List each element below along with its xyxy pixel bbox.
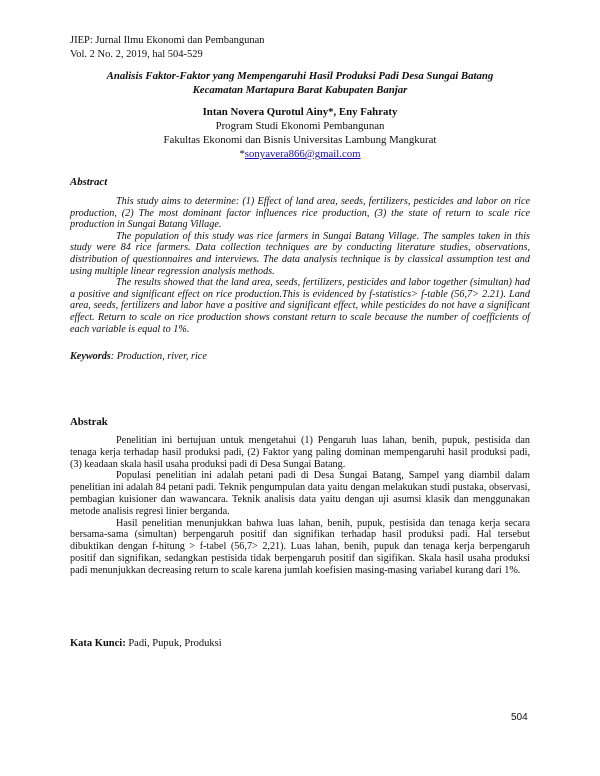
abstract-heading: Abstract <box>70 176 108 188</box>
paper-title <box>70 69 530 97</box>
author-block <box>70 105 530 161</box>
abstrak-paragraph-2: Populasi penelitian ini adalah petani padi di Desa Sungai Batang, Sampel yang diambil dalam penelitian ini adalah 84 petani padi. Teknik pengumpulan data yaitu dengan melakukan studi pustaka, observasi, pembagian kuisioner dan wawancara. Teknik analisis data yaitu dengan uji asumsi klasik dan menggunakan metode analisis regresi linier berganda. <box>70 470 530 517</box>
abstrak-paragraph-1: Penelitian ini bertujuan untuk mengetahui (1) Pengaruh luas lahan, benih, pupuk, pestisida dan tenaga kerja terhadap hasil produksi padi, (2) Faktor yang paling dominan mempengaruhi hasil produksi padi, (3) keadaan skala hasil usaha produksi padi di Desa Sungai Batang. <box>70 435 530 470</box>
abstract-english <box>70 196 530 335</box>
email-line <box>70 147 530 161</box>
email-link[interactable]: sonyavera866@gmail.com <box>244 148 361 160</box>
paper-title-line-1: Analisis Faktor-Faktor yang Mempengaruhi Hasil Produksi Padi Desa Sungai Batang <box>106 70 494 82</box>
abstrak-paragraph-3: Hasil penelitian menunjukkan bahwa luas lahan, benih, pupuk, pestisida dan tenaga kerja secara bersama-sama (simultan) berpengaruh positif dan signifikan terhadap hasil produksi padi. Hal tersebut dibuktikan dengan f-hitung > f-tabel (56,7> 2,21). Luas lahan, benih, pupuk dan tenaga kerja berpengaruh positif dan signifikan, sedangkan pestisida tidak berpengaruh positif dan sigifikan. Skala hasil usaha produksi padi menunjukkan decreasing return to scale karena jumlah koefisien masing-masing variabel kurang dari 1%. <box>70 517 530 576</box>
keywords-values: : Production, river, rice <box>110 351 207 362</box>
journal-header <box>70 34 265 62</box>
abstract-en-paragraph-1: This study aims to determine: (1) Effect of land area, seeds, fertilizers, pesticides and labor on rice production, (2) The most dominant factor influences rice production, (3) the state of return to scale rice production in Sungai Batang Village. <box>70 196 530 231</box>
page-number: 504 <box>511 712 528 723</box>
abstract-en-paragraph-3: The results showed that the land area, seeds, fertilizers, pesticides and labor together (simultan) had a positive and significant effect on rice production.This is evidenced by f-statistics> f-table (56,7> 2.21). Land area, seeds, fertilizers and labor have a positive and significant effect, while pesticides do not have a significant effect. Return to scale on rice production shows constant return to scale because the number of coefficients of each variable is equal to 1%. <box>70 277 530 335</box>
keywords-english <box>70 351 207 362</box>
kata-kunci-values: Padi, Pupuk, Produksi <box>125 638 222 649</box>
paper-title-line-2: Kecamatan Martapura Barat Kabupaten Banjar <box>192 84 408 96</box>
keywords-indonesian <box>70 638 222 649</box>
affiliation-faculty: Fakultas Ekonomi dan Bisnis Universitas Lambung Mangkurat <box>163 134 437 146</box>
abstrak-heading: Abstrak <box>70 416 108 428</box>
author-names: Intan Novera Qurotul Ainy*, Eny Fahraty <box>202 106 398 118</box>
abstract-en-paragraph-2: The population of this study was rice farmers in Sungai Batang Village. The samples taken in this study were 84 rice farmers. Data collection techniques are by conducting literature studies, observations, distribution of questionnaires and interviews. The data analysis technique is by classical assumption test and using multiple linear regression analysis methods. <box>70 230 530 277</box>
affiliation-program: Program Studi Ekonomi Pembangunan <box>215 120 385 132</box>
keywords-label: Keywords <box>70 351 111 362</box>
kata-kunci-label: Kata Kunci: <box>70 638 126 649</box>
abstract-indonesian <box>70 435 530 577</box>
journal-volume: Vol. 2 No. 2, 2019, hal 504-529 <box>70 49 203 60</box>
email-marker: * <box>239 148 245 160</box>
journal-name: JIEP: Jurnal Ilmu Ekonomi dan Pembangunan <box>70 35 265 46</box>
